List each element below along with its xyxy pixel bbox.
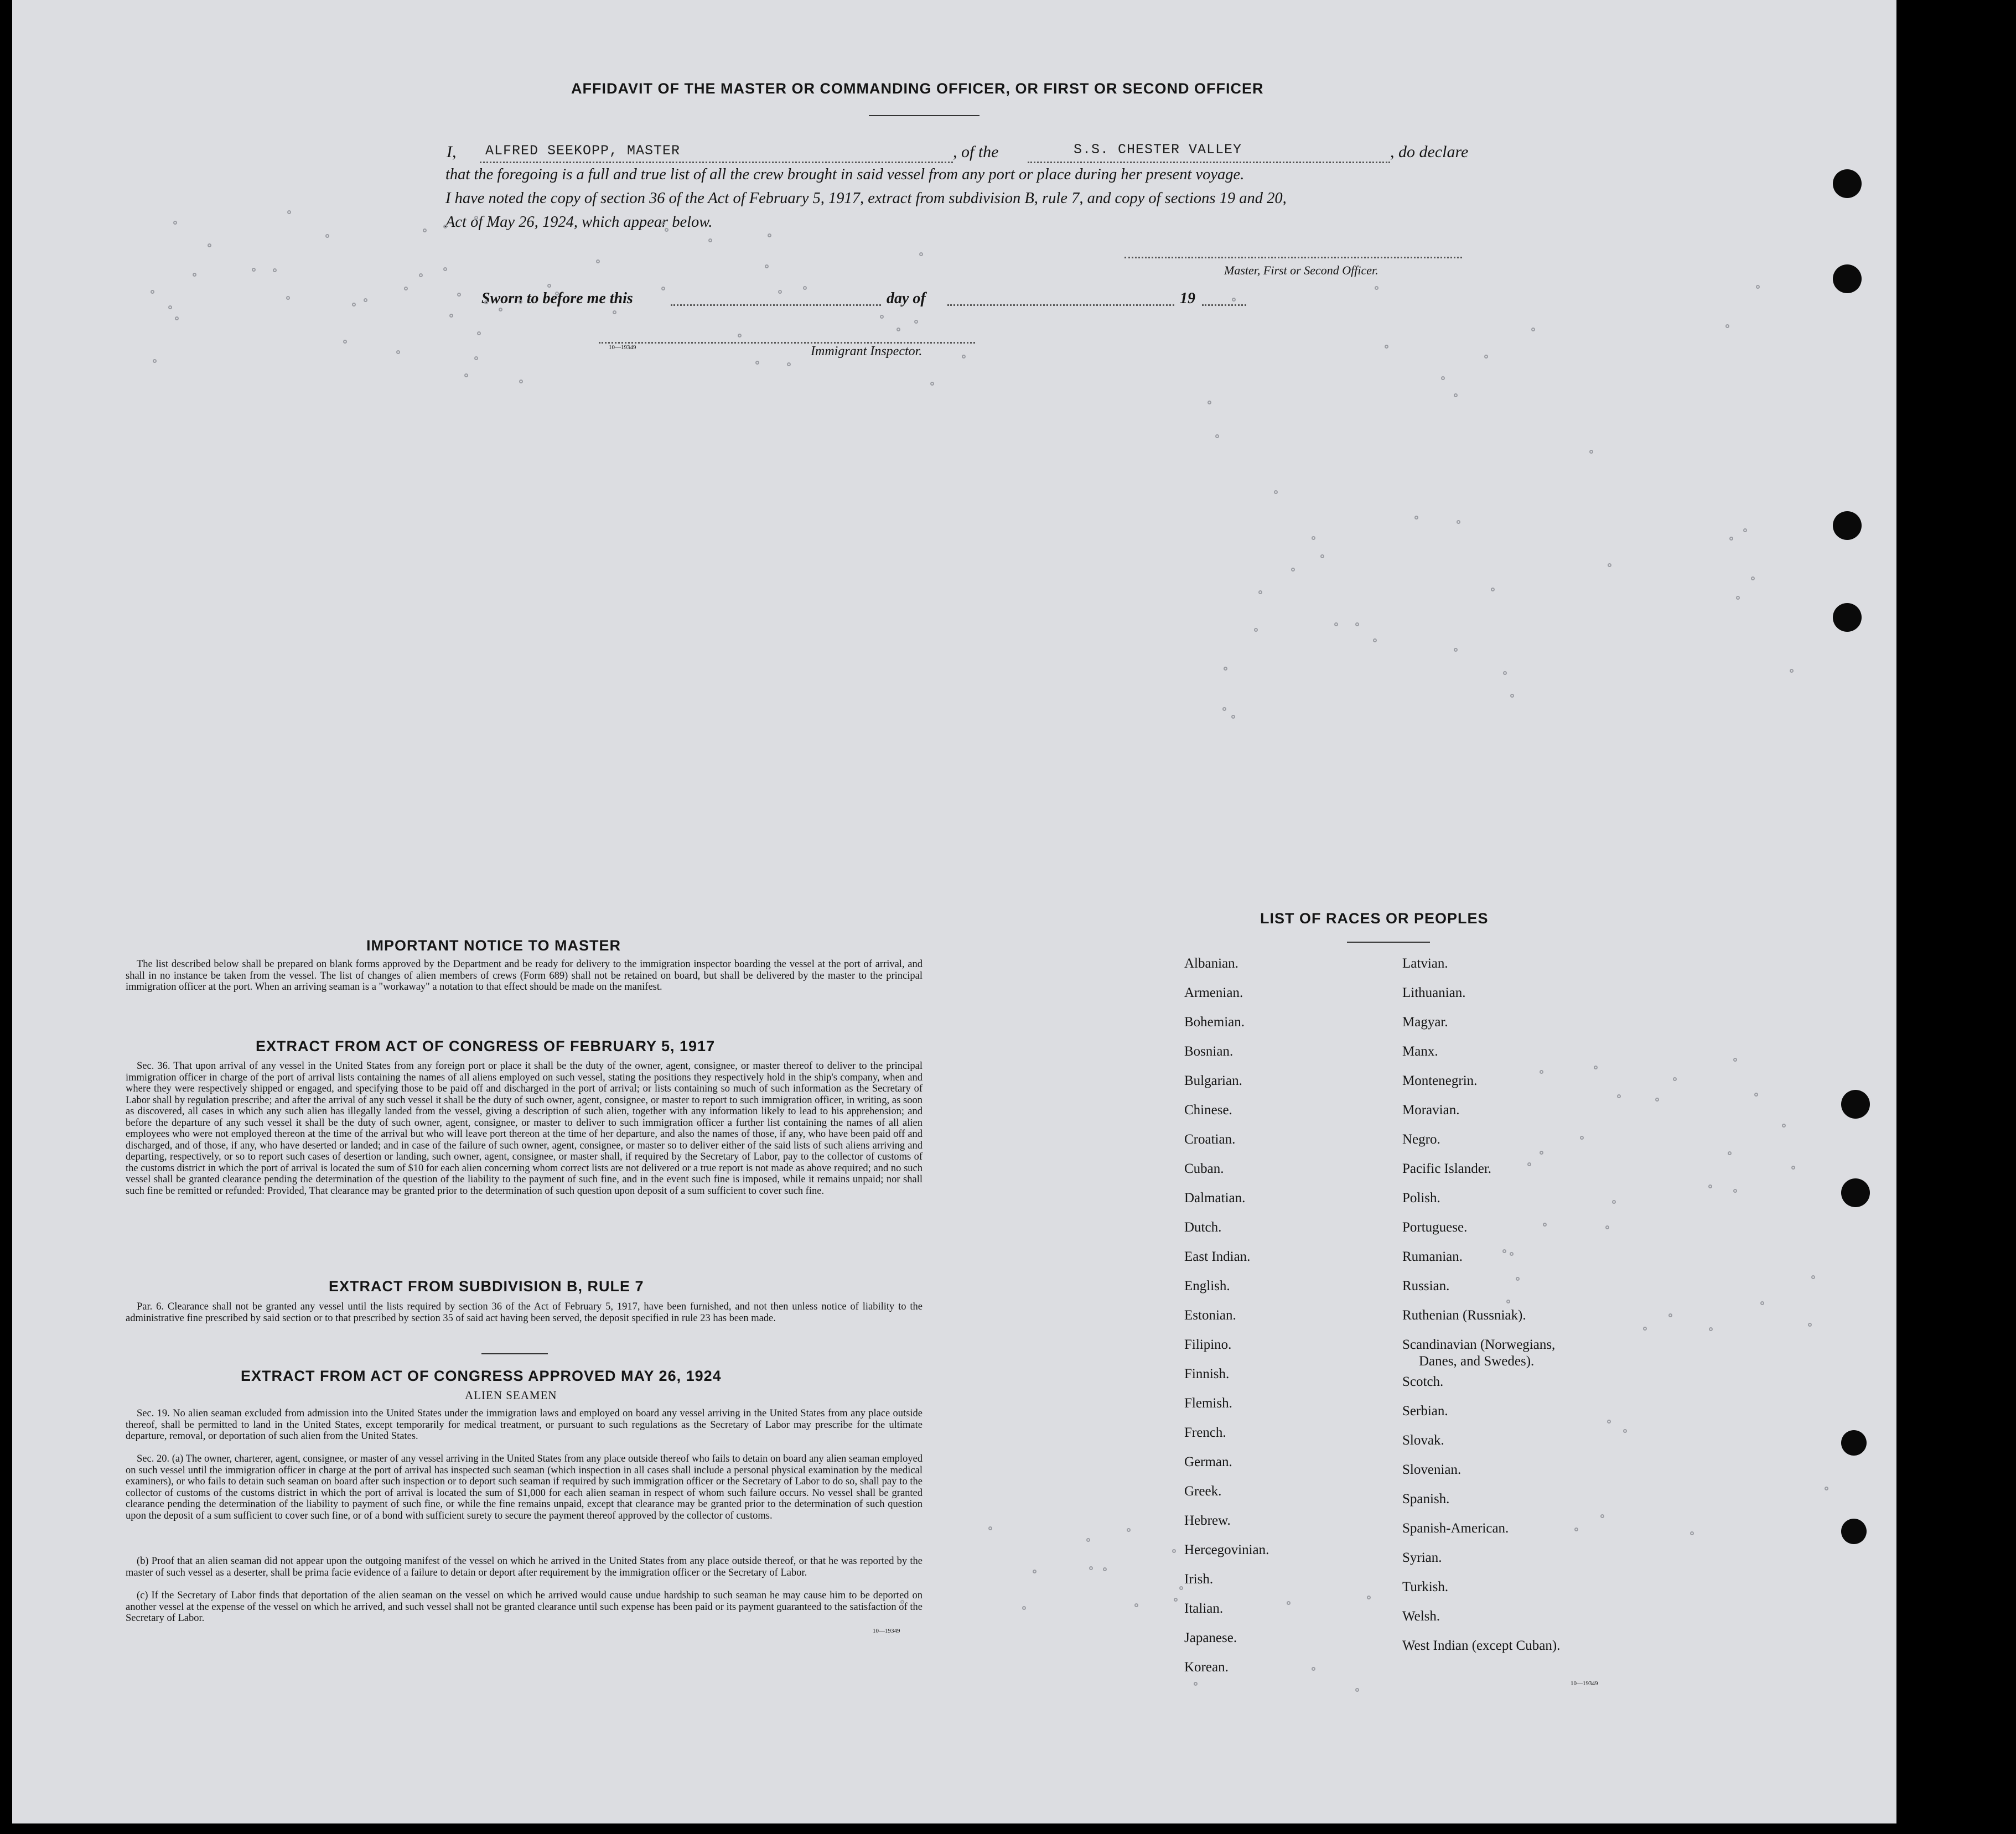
scan-speck xyxy=(1231,715,1235,719)
month-line xyxy=(947,304,1174,306)
race-item: Slovak. xyxy=(1402,1433,1444,1448)
sworn-label: Sworn to before me this xyxy=(481,290,633,307)
scan-speck xyxy=(1312,1667,1315,1671)
affidavit-i-label: I, xyxy=(447,143,457,161)
scan-speck xyxy=(286,296,290,300)
race-item: Montenegrin. xyxy=(1402,1073,1478,1088)
race-item: German. xyxy=(1184,1454,1232,1469)
affidavit-line-3: I have noted the copy of section 36 of the Act of February 5, 1917, extract from subdivision B, rule 7, and copy of sections 19 and 20, xyxy=(445,190,1287,207)
scan-speck xyxy=(1709,1327,1713,1331)
scan-speck xyxy=(1574,1528,1578,1531)
race-item: Japanese. xyxy=(1184,1630,1237,1645)
scan-speck xyxy=(1543,1223,1547,1227)
scan-speck xyxy=(1736,596,1740,600)
scan-speck xyxy=(1605,1225,1609,1229)
scan-speck xyxy=(1751,576,1755,580)
scan-speck xyxy=(443,267,447,271)
races-title: LIST OF RACES OR PEOPLES xyxy=(1260,910,1489,927)
scan-speck xyxy=(1725,324,1729,328)
vessel-name-line xyxy=(1028,162,1390,163)
scan-speck xyxy=(1790,669,1794,673)
race-item: Flemish. xyxy=(1184,1396,1232,1411)
race-item: Cuban. xyxy=(1184,1161,1224,1176)
scan-speck xyxy=(1454,648,1458,652)
scan-speck xyxy=(738,334,742,337)
scan-speck xyxy=(273,268,277,272)
scan-speck xyxy=(1232,298,1236,302)
scan-speck xyxy=(193,273,196,277)
scan-speck xyxy=(919,252,923,256)
scan-speck xyxy=(352,303,356,306)
scan-speck xyxy=(1580,1136,1584,1140)
scan-speck xyxy=(1134,1603,1138,1607)
scan-speck xyxy=(613,310,616,314)
race-item: Polish. xyxy=(1402,1191,1440,1206)
race-item: Croatian. xyxy=(1184,1132,1236,1147)
scan-speck xyxy=(1414,516,1418,519)
scan-speck xyxy=(1454,393,1458,397)
scan-speck xyxy=(1254,628,1258,632)
race-item: Irish. xyxy=(1184,1572,1214,1587)
scan-speck xyxy=(1612,1200,1616,1204)
race-item: Lithuanian. xyxy=(1402,985,1466,1000)
race-item: West Indian (except Cuban). xyxy=(1402,1638,1561,1653)
scan-speck xyxy=(457,293,461,297)
scan-speck xyxy=(325,234,329,238)
scan-speck xyxy=(1222,707,1226,711)
scan-speck xyxy=(423,228,427,232)
race-item: Turkish. xyxy=(1402,1580,1449,1594)
scan-speck xyxy=(1457,520,1460,524)
scan-speck xyxy=(1791,1166,1795,1170)
sworn-day-line xyxy=(671,304,881,306)
scan-speck xyxy=(1367,1596,1371,1599)
scan-speck xyxy=(1531,328,1535,331)
race-item: Moravian. xyxy=(1402,1103,1460,1118)
scan-speck xyxy=(1194,1682,1198,1686)
race-item: Syrian. xyxy=(1402,1550,1442,1565)
race-item: French. xyxy=(1184,1425,1226,1440)
scan-speck xyxy=(1334,622,1338,626)
scan-speck xyxy=(1375,286,1378,290)
scan-speck xyxy=(930,382,934,386)
race-item: Russian. xyxy=(1402,1279,1450,1293)
affidavit-line-4: Act of May 26, 1924, which appear below. xyxy=(445,214,713,231)
scan-speck xyxy=(1502,1249,1506,1253)
affidavit-line-2: that the foregoing is a full and true list of all the crew brought in said vessel from any port or place during her present voyage. xyxy=(445,166,1245,183)
punch-hole xyxy=(1841,1178,1870,1207)
of-the-label: , of the xyxy=(953,143,999,161)
scan-speck xyxy=(1179,1586,1183,1590)
race-item: Pacific Islander. xyxy=(1402,1161,1492,1176)
scan-speck xyxy=(1733,1058,1737,1062)
race-item: Welsh. xyxy=(1402,1609,1440,1624)
scan-speck xyxy=(768,233,771,237)
scan-speck xyxy=(962,355,966,359)
scan-speck xyxy=(1540,1151,1543,1155)
scan-speck xyxy=(443,225,447,228)
scan-speck xyxy=(1655,1098,1659,1102)
vessel-name: S.S. CHESTER VALLEY xyxy=(1074,142,1242,158)
scan-speck xyxy=(1320,554,1324,558)
race-item: Chinese. xyxy=(1184,1103,1232,1118)
scan-speck xyxy=(1506,1300,1510,1303)
race-item: Albanian. xyxy=(1184,956,1238,971)
scan-speck xyxy=(1224,667,1227,671)
scan-speck xyxy=(988,1526,992,1530)
master-name-line xyxy=(480,162,953,163)
scan-speck xyxy=(1600,1514,1604,1518)
scan-speck xyxy=(1623,1429,1627,1433)
race-item: Scandinavian (Norwegians, xyxy=(1402,1337,1556,1352)
scan-speck xyxy=(477,331,481,335)
scan-speck xyxy=(499,308,502,311)
race-item: Scotch. xyxy=(1402,1374,1444,1389)
scan-speck xyxy=(343,340,347,344)
scan-speck xyxy=(1287,1601,1291,1605)
scan-speck xyxy=(1484,355,1488,359)
do-declare-label: , do declare xyxy=(1390,143,1469,161)
punch-hole xyxy=(1833,603,1862,632)
scan-speck xyxy=(1089,1566,1093,1570)
scan-speck xyxy=(449,314,453,318)
scan-speck xyxy=(555,292,559,295)
extract-1917-title: EXTRACT FROM ACT OF CONGRESS OF FEBRUARY 5, 1917 xyxy=(256,1038,716,1054)
race-item: Greek. xyxy=(1184,1484,1222,1499)
races-title-rule xyxy=(1347,942,1430,943)
scan-speck xyxy=(1033,1570,1036,1573)
signature-caption: Master, First or Second Officer. xyxy=(1224,263,1378,277)
title-rule xyxy=(869,115,980,116)
scan-speck xyxy=(1527,1162,1531,1166)
extract-1924-title: EXTRACT FROM ACT OF CONGRESS APPROVED MAY 26, 1924 xyxy=(241,1368,722,1384)
race-item: Hebrew. xyxy=(1184,1513,1231,1528)
race-item: Slovenian. xyxy=(1402,1462,1462,1477)
race-item: Spanish-American. xyxy=(1402,1521,1509,1536)
scan-speck xyxy=(1589,450,1593,454)
race-item: Spanish. xyxy=(1402,1492,1450,1506)
scan-speck xyxy=(1503,671,1507,675)
scan-speck xyxy=(1754,1093,1758,1097)
punch-hole xyxy=(1833,169,1862,198)
race-item: Portuguese. xyxy=(1402,1220,1468,1235)
race-item: Filipino. xyxy=(1184,1337,1232,1352)
punch-hole xyxy=(1841,1519,1867,1544)
scan-speck xyxy=(778,290,782,294)
scan-speck xyxy=(661,287,665,290)
scan-speck xyxy=(1215,434,1219,438)
scan-speck xyxy=(1491,588,1495,591)
scan-speck xyxy=(1617,1094,1621,1098)
scan-speck xyxy=(1668,1313,1672,1317)
punch-hole xyxy=(1833,511,1862,540)
inspector-caption: Immigrant Inspector. xyxy=(811,344,923,359)
race-item: Rumanian. xyxy=(1402,1249,1463,1264)
scan-speck xyxy=(1643,1327,1647,1331)
scan-speck xyxy=(665,228,668,232)
year-label: 19 xyxy=(1180,290,1195,307)
scan-speck xyxy=(803,286,807,290)
notice-title: IMPORTANT NOTICE TO MASTER xyxy=(366,937,621,954)
scan-speck xyxy=(1274,490,1278,494)
scan-speck xyxy=(404,287,408,290)
scan-speck xyxy=(1808,1323,1812,1327)
punch-hole xyxy=(1841,1430,1867,1456)
scan-speck xyxy=(708,238,712,242)
rule7-divider xyxy=(481,1353,548,1354)
notice-text: The list described below shall be prepared on blank forms approved by the Department and be ready for delivery to the immigration inspector boarding the vessel at the port of arrival, and shall in no instance be taken from the vessel. The list of changes of alien members of crews (Form 689) shall not be retained on board, but shall be delivered by the master to the principal immigration officer at the port. When an arriving seaman is a "workaway" a notation to that effect should be made on the manifest. xyxy=(126,959,923,993)
scan-speck xyxy=(1756,285,1760,289)
scan-speck xyxy=(1782,1124,1786,1128)
scan-speck xyxy=(1690,1531,1694,1535)
scan-speck xyxy=(1207,401,1211,404)
scan-speck xyxy=(896,328,900,331)
scan-speck xyxy=(168,305,172,309)
extract-1917-text: Sec. 36. That upon arrival of any vessel in the United States from any foreign port or place it shall be the duty of the owner, agent, consignee, or master thereof to deliver to the principal immigration officer in charge of the port of arrival lists containing the names of all aliens employed on such vessel, stating the positions they respectively hold in the ship's company, when and where they were respectively shipped or engaged, and specifying those to be paid off and discharged in the port of arrival; or lists containing so much of such information as the Secretary of Labor shall by regulation prescribe; and after the arrival of any such vessel it shall be the duty of such owner, agent, consignee, or master to report to such immigration officer, in writing, as soon as discovered, all cases in which any such alien has illegally landed from the vessel, giving a description of such alien, together with any information likely to lead to his apprehension; and before the departure of any such vessel it shall be the duty of such owner, agent, consignee, or master to deliver to such immigration officer a further list containing the names of all alien employees who were not employed thereon at the time of the arrival but who will leave port thereon at the time of her departure, and also the names of those, if any, who have been paid off and discharged, and of those, if any, who have deserted or landed; and in case of the failure of such owner, agent, consignee, or master so to deliver either of the said lists of such aliens arriving and departing, respectively, or so to report such cases of desertion or landing, such owner, agent, consignee, or master shall, if required by the Secretary of Labor, pay to the collector of customs of the customs district in which the port of arrival is located the sum of $10 for each alien concerning whom correct lists are not delivered or a true report is not made as above required; and no such vessel shall be granted clearance pending the determination of the question of the liability to the payment of such fine, and in the event such fine is imposed, while it remains unpaid; nor shall such fine be remitted or refunded: Provided, That clearance may be granted prior to the determination of such question upon deposit of a sum sufficient to cover such fine. xyxy=(126,1061,923,1197)
year-line xyxy=(1202,304,1246,306)
extract-rule7-text: Par. 6. Clearance shall not be granted any vessel until the lists required by section 36 of the Act of February 5, 1917, have been furnished, and not then unless notice of liability to the administrative fine prescribed by said section or to that prescribed by section 35 of said act having been served, the deposit specified in rule 23 has been made. xyxy=(126,1301,923,1324)
scan-speck xyxy=(1441,376,1445,380)
scan-speck xyxy=(1103,1567,1107,1571)
scan-speck xyxy=(1291,568,1295,571)
race-item: Magyar. xyxy=(1402,1015,1448,1030)
race-item: Korean. xyxy=(1184,1660,1229,1675)
alien-seamen-subtitle: ALIEN SEAMEN xyxy=(465,1389,557,1402)
scan-speck xyxy=(661,221,665,225)
race-item: Dutch. xyxy=(1184,1220,1222,1235)
scan-speck xyxy=(1673,1077,1677,1081)
race-item: Serbian. xyxy=(1402,1404,1448,1419)
affidavit-title: AFFIDAVIT OF THE MASTER OR COMMANDING OFFICER, OR FIRST OR SECOND OFFICER xyxy=(571,80,1264,97)
scan-speck xyxy=(787,362,791,366)
scan-speck xyxy=(419,273,423,277)
extract-form-number: 10—19349 xyxy=(873,1628,900,1634)
race-item: Armenian. xyxy=(1184,985,1243,1000)
race-item: Italian. xyxy=(1184,1601,1224,1616)
sec20a-text: Sec. 20. (a) The owner, charterer, agent, consignee, or master of any vessel arriving in the United States from any place outside thereof who fails to detain on board any alien seaman employed on such vessel until the immigration officer in charge at the port of arrival has inspected such seaman (which inspection in all cases shall include a personal physical examination by the medical examiners), or who fails to detain such seaman on board after such inspection or to deport such seaman if required by such immigration officer or the Secretary of Labor to do so, shall pay to the collector of customs of the customs district in which the port of arrival is located the sum of $1,000 for each alien seaman in respect of whom such failure occurs. No vessel shall be granted clearance pending the determination of the liability to payment of such fine, or while the fine remains unpaid, except that clearance may be granted prior to the determination of such question upon the deposit of a sum sufficient to cover such fine, or of a bond with sufficient surety to secure the payment thereof approved by the collector of customs. xyxy=(126,1453,923,1521)
scan-speck xyxy=(1312,536,1315,540)
scan-speck xyxy=(1760,1301,1764,1305)
race-item: Negro. xyxy=(1402,1132,1440,1147)
master-name: ALFRED SEEKOPP, MASTER xyxy=(485,143,681,159)
scan-speck xyxy=(175,316,179,320)
scan-speck xyxy=(1708,1184,1712,1188)
race-item: Bohemian. xyxy=(1184,1015,1245,1030)
scan-speck xyxy=(208,243,211,247)
sec19-text: Sec. 19. No alien seaman excluded from admission into the United States under the immigration laws and employed on board any vessel arriving in the United States from any place outside thereof, shall be permitted to land in the United States, except temporarily for medical treatment, or pursuant to such regulations as the Secretary of Labor may prescribe for the ultimate departure, removal, or deportation of such alien from the United States. xyxy=(126,1408,923,1442)
extract-rule7-title: EXTRACT FROM SUBDIVISION B, RULE 7 xyxy=(329,1278,644,1295)
race-item: Latvian. xyxy=(1402,956,1448,971)
scan-speck xyxy=(1373,638,1377,642)
race-item: Dalmatian. xyxy=(1184,1191,1246,1206)
race-item: Ruthenian (Russniak). xyxy=(1402,1308,1526,1323)
punch-hole xyxy=(1841,1090,1870,1119)
scan-speck xyxy=(1825,1487,1828,1490)
race-item: English. xyxy=(1184,1279,1230,1293)
scan-speck xyxy=(287,210,291,214)
scan-speck xyxy=(519,300,522,304)
scan-speck xyxy=(1086,1538,1090,1542)
race-item: Bulgarian. xyxy=(1184,1073,1242,1088)
scan-speck xyxy=(1127,1528,1131,1532)
scan-speck xyxy=(914,320,918,324)
scan-speck xyxy=(474,356,478,360)
sec20b-text: (b) Proof that an alien seaman did not appear upon the outgoing manifest of the vessel on which he arrived in the United States from any place outside thereof, or that he was reported by the master of such vessel as a deserter, shall be prima facie evidence of a failure to detain or deport after requirement by the immigration officer or the Secretary of Labor. xyxy=(126,1556,923,1578)
race-item: East Indian. xyxy=(1184,1249,1251,1264)
scan-speck xyxy=(1733,1189,1737,1193)
scan-speck xyxy=(547,284,551,288)
scan-speck xyxy=(1174,1598,1178,1602)
scan-speck xyxy=(464,373,468,377)
race-item: Estonian. xyxy=(1184,1308,1236,1323)
day-of-label: day of xyxy=(887,290,926,307)
scan-speck xyxy=(596,259,600,263)
scan-speck xyxy=(173,221,177,225)
race-item: Bosnian. xyxy=(1184,1044,1234,1059)
race-item: Danes, and Swedes). xyxy=(1419,1354,1535,1369)
inspector-signature-line xyxy=(599,342,975,344)
scan-speck xyxy=(1743,528,1747,532)
scan-speck xyxy=(1811,1275,1815,1279)
scan-speck xyxy=(1728,1151,1732,1155)
scan-speck xyxy=(153,359,157,363)
scan-speck xyxy=(396,350,400,354)
scan-speck xyxy=(900,1600,904,1604)
scan-speck xyxy=(765,264,769,268)
races-form-number: 10—19349 xyxy=(1571,1680,1598,1687)
scan-speck xyxy=(364,298,367,302)
scan-speck xyxy=(1729,537,1733,541)
affidavit-form-number: 10—19349 xyxy=(609,344,636,351)
scan-speck xyxy=(1607,1420,1611,1423)
scan-speck xyxy=(1258,590,1262,594)
race-item: Manx. xyxy=(1402,1044,1438,1059)
scan-speck xyxy=(1355,622,1359,626)
scan-speck xyxy=(1516,1277,1520,1281)
scan-speck xyxy=(474,216,478,220)
race-item: Hercegovinian. xyxy=(1184,1542,1269,1557)
scan-speck xyxy=(1540,1070,1543,1074)
scan-speck xyxy=(151,290,154,294)
scan-speck xyxy=(484,300,488,304)
scan-speck xyxy=(1022,1606,1026,1610)
scan-speck xyxy=(519,380,523,383)
scan-speck xyxy=(1385,345,1388,349)
scan-speck xyxy=(1172,1549,1176,1553)
scan-speck xyxy=(1510,694,1514,698)
scan-speck xyxy=(1608,563,1611,567)
scan-speck xyxy=(1510,1252,1514,1256)
scan-speck xyxy=(252,268,256,272)
scan-speck xyxy=(755,361,759,365)
punch-hole xyxy=(1833,264,1862,293)
race-item: Finnish. xyxy=(1184,1367,1230,1381)
signature-line xyxy=(1124,257,1462,258)
scan-speck xyxy=(880,315,884,319)
sec20c-text: (c) If the Secretary of Labor finds that deportation of the alien seaman on the vessel on which he arrived would cause undue hardship to such seaman he may cause him to be deported on another vessel at the expense of the vessel on which he arrived, and such vessel shall not be granted clearance until such expense has been paid or its payment guaranteed to the satisfaction of the Secretary of Labor. xyxy=(126,1590,923,1624)
scan-speck xyxy=(1594,1066,1598,1069)
document-sheet xyxy=(12,0,1896,1823)
scan-speck xyxy=(1355,1688,1359,1692)
